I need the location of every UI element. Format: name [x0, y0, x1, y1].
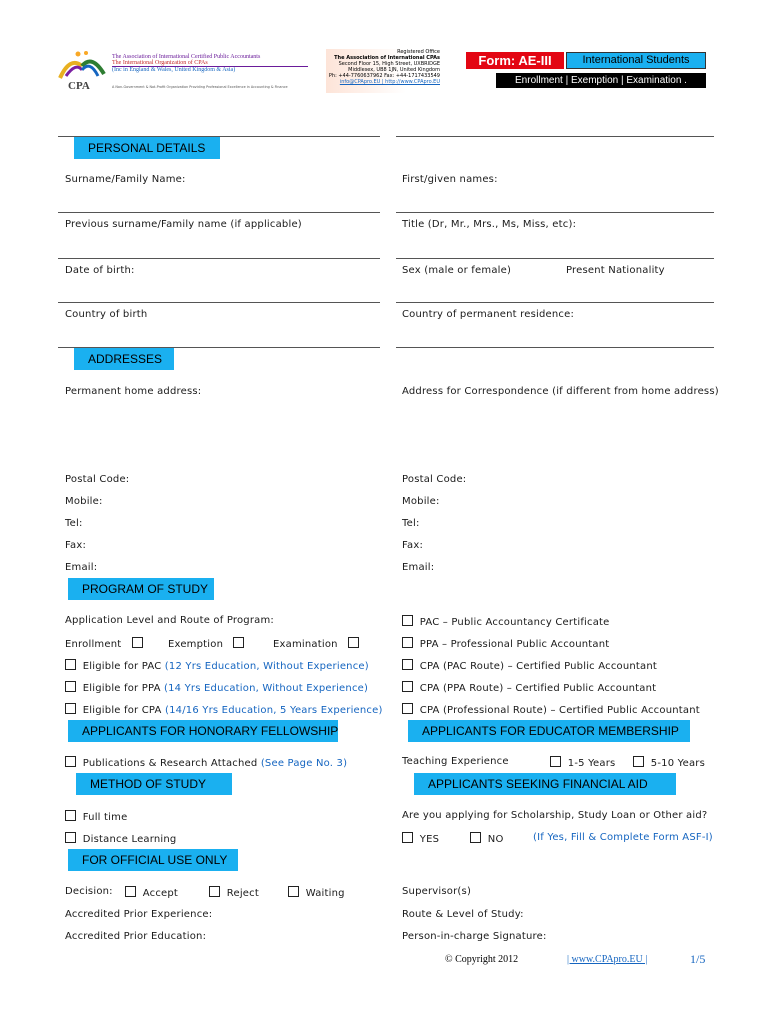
enrollment-label: Enrollment	[65, 639, 122, 650]
eligible-ppa-note: (14 Yrs Education, Without Experience)	[164, 683, 369, 694]
country-residence-field-line[interactable]	[396, 347, 714, 348]
financial-question-label: Are you applying for Scholarship, Study Loan or Other aid?	[402, 810, 708, 821]
tel-label-2: Tel:	[402, 518, 420, 529]
opt-cpa-ppa-checkbox[interactable]	[402, 681, 413, 692]
eligible-cpa-checkbox[interactable]	[65, 703, 76, 714]
publications-checkbox[interactable]	[65, 756, 76, 767]
full-time-row	[65, 810, 127, 823]
office-phone: Ph: +44-7760637962 Fax: +44-1717433549	[328, 73, 440, 79]
application-level-label: Application Level and Route of Program:	[65, 615, 275, 626]
org-line3: (Inc in England & Wales, United Kingdom & Asia)	[112, 67, 236, 73]
fax-label-2: Fax:	[402, 540, 424, 551]
eligible-pac-checkbox[interactable]	[65, 659, 76, 670]
waiting-label: Waiting	[305, 888, 345, 899]
opt-ppa-label: PPA – Professional Public Accountant	[419, 639, 610, 650]
org-logo	[56, 48, 108, 92]
office-website-link[interactable]: info@CPApro.EU | http://www.CPApro.EU	[339, 79, 440, 85]
sex-label: Sex (male or female)	[402, 265, 512, 276]
prior-education-label: Accredited Prior Education:	[65, 931, 207, 942]
org-line1: The Association of International Certified Public Accountants	[112, 54, 261, 60]
financial-no-row	[470, 832, 504, 845]
enrollment-row	[65, 637, 143, 650]
eligible-ppa-row	[65, 681, 368, 694]
eligible-cpa-row	[65, 703, 383, 716]
see-page-note: (See Page No. 3)	[260, 758, 348, 769]
full-time-checkbox[interactable]	[65, 810, 76, 821]
surname-label: Surname/Family Name:	[65, 174, 186, 185]
supervisor-label: Supervisor(s)	[402, 886, 472, 897]
eligible-pac-label: Eligible for PAC	[82, 661, 162, 672]
yrs-1-5-row	[550, 756, 615, 769]
form-purpose: Enrollment | Exemption | Examination .	[496, 73, 706, 88]
form-type: International Students	[566, 52, 706, 69]
title-field-line[interactable]	[396, 258, 714, 259]
title-label: Title (Dr, Mr., Mrs., Ms, Miss, etc):	[402, 219, 577, 230]
email-label: Email:	[65, 562, 98, 573]
distance-learning-checkbox[interactable]	[65, 832, 76, 843]
previous-surname-field-line[interactable]	[58, 258, 380, 259]
section-personal-details: PERSONAL DETAILS	[74, 137, 220, 159]
sex-field-line[interactable]	[396, 302, 714, 303]
yrs-5-10-checkbox[interactable]	[633, 756, 644, 767]
previous-surname-label: Previous surname/Family name (if applicable)	[65, 219, 302, 230]
org-tagline: A Non-Government & Not-Profit Organization Providing Professional Excellence in Accounting & Finance	[112, 85, 288, 89]
eligible-ppa-label: Eligible for PPA	[82, 683, 161, 694]
examination-label: Examination	[273, 639, 338, 650]
permanent-address-label: Permanent home address:	[65, 386, 202, 397]
opt-pac-checkbox[interactable]	[402, 615, 413, 626]
first-names-label: First/given names:	[402, 174, 498, 185]
opt-cpa-ppa-row	[402, 681, 656, 694]
opt-cpa-ppa-label: CPA (PPA Route) – Certified Public Accountant	[419, 683, 657, 694]
section-method-of-study: METHOD OF STUDY	[76, 773, 232, 795]
office-title: Registered Office	[397, 49, 440, 55]
correspondence-address-label: Address for Correspondence (if different from home address)	[402, 386, 719, 397]
section-educator-membership: APPLICANTS FOR EDUCATOR MEMBERSHIP	[408, 720, 690, 742]
opt-pac-label: PAC – Public Accountancy Certificate	[419, 617, 610, 628]
mobile-label: Mobile:	[65, 496, 103, 507]
route-level-label: Route & Level of Study:	[402, 909, 524, 920]
dob-label: Date of birth:	[65, 265, 135, 276]
financial-yes-label: YES	[419, 834, 440, 845]
opt-cpa-pro-label: CPA (Professional Route) – Certified Public Accountant	[419, 705, 700, 716]
office-name: The Association of International CPAs	[334, 55, 440, 61]
postal-code-label-2: Postal Code:	[402, 474, 467, 485]
reject-row	[209, 886, 259, 899]
yrs-5-10-row	[633, 756, 705, 769]
opt-cpa-pro-row	[402, 703, 700, 716]
financial-yes-checkbox[interactable]	[402, 832, 413, 843]
yrs-5-10-label: 5-10 Years	[650, 758, 706, 769]
logo-text: CPA	[68, 80, 90, 92]
opt-pac-row	[402, 615, 610, 628]
opt-cpa-pac-label: CPA (PAC Route) – Certified Public Accountant	[419, 661, 658, 672]
opt-ppa-row	[402, 637, 609, 650]
enrollment-checkbox[interactable]	[132, 637, 143, 648]
mobile-label-2: Mobile:	[402, 496, 440, 507]
financial-note: (If Yes, Fill & Complete Form ASF-I)	[533, 832, 713, 843]
postal-code-label: Postal Code:	[65, 474, 130, 485]
opt-cpa-pac-row	[402, 659, 657, 672]
financial-no-checkbox[interactable]	[470, 832, 481, 843]
full-time-label: Full time	[82, 812, 128, 823]
section-program-of-study: PROGRAM OF STUDY	[68, 578, 214, 600]
opt-cpa-pac-checkbox[interactable]	[402, 659, 413, 670]
reject-checkbox[interactable]	[209, 886, 220, 897]
financial-no-label: NO	[487, 834, 504, 845]
yrs-1-5-label: 1-5 Years	[567, 758, 616, 769]
eligible-pac-note: (12 Yrs Education, Without Experience)	[164, 661, 369, 672]
nationality-label: Present Nationality	[566, 265, 665, 276]
page-number: 1/5	[690, 952, 706, 966]
section-financial-aid: APPLICANTS SEEKING FINANCIAL AID	[414, 773, 676, 795]
office-address-1: Second Floor 15, High Street, UXBRIDGE	[338, 61, 440, 67]
publications-label: Publications & Research Attached	[82, 758, 258, 769]
accept-checkbox[interactable]	[125, 886, 136, 897]
fax-label: Fax:	[65, 540, 87, 551]
publications-row	[65, 756, 347, 769]
teaching-experience-label: Teaching Experience	[402, 756, 509, 767]
examination-row	[273, 637, 359, 650]
exemption-checkbox[interactable]	[233, 637, 244, 648]
accept-label: Accept	[142, 888, 179, 899]
email-label-2: Email:	[402, 562, 435, 573]
distance-learning-row	[65, 832, 176, 845]
distance-learning-label: Distance Learning	[82, 834, 177, 845]
decision-label: Decision:	[65, 886, 113, 897]
eligible-ppa-checkbox[interactable]	[65, 681, 76, 692]
section-addresses: ADDRESSES	[74, 348, 174, 370]
eligible-cpa-label: Eligible for CPA	[82, 705, 162, 716]
dob-field-line[interactable]	[58, 302, 380, 303]
waiting-row	[288, 886, 345, 899]
form-code: Form: AE-III	[466, 52, 564, 69]
country-of-residence-label: Country of permanent residence:	[402, 309, 575, 320]
opt-ppa-checkbox[interactable]	[402, 637, 413, 648]
office-address-2: Middlesex, UB8 1JN, United Kingdom	[348, 67, 440, 73]
copyright: © Copyright 2012	[445, 954, 519, 965]
country-of-birth-label: Country of birth	[65, 309, 148, 320]
yrs-1-5-checkbox[interactable]	[550, 756, 561, 767]
financial-yes-row	[402, 832, 439, 845]
org-line2: The International Organization of CPAs	[112, 60, 308, 67]
accept-row	[125, 886, 178, 899]
registered-office-block	[326, 49, 440, 93]
waiting-checkbox[interactable]	[288, 886, 299, 897]
opt-cpa-pro-checkbox[interactable]	[402, 703, 413, 714]
reject-label: Reject	[226, 888, 259, 899]
eligible-pac-row	[65, 659, 369, 672]
signature-label: Person-in-charge Signature:	[402, 931, 547, 942]
prior-experience-label: Accredited Prior Experience:	[65, 909, 213, 920]
eligible-cpa-note: (14/16 Yrs Education, 5 Years Experience)	[164, 705, 383, 716]
footer-website-link[interactable]: | www.CPApro.EU |	[567, 954, 648, 965]
tel-label: Tel:	[65, 518, 83, 529]
examination-checkbox[interactable]	[348, 637, 359, 648]
org-name-block	[112, 54, 308, 89]
first-names-field-line[interactable]	[396, 212, 714, 213]
exemption-label: Exemption	[168, 639, 224, 650]
surname-field-line[interactable]	[58, 212, 380, 213]
divider	[396, 136, 714, 137]
section-official-use: FOR OFFICIAL USE ONLY	[68, 849, 238, 871]
exemption-row	[168, 637, 244, 650]
section-honorary-fellowship: APPLICANTS FOR HONORARY FELLOWSHIP	[68, 720, 338, 742]
